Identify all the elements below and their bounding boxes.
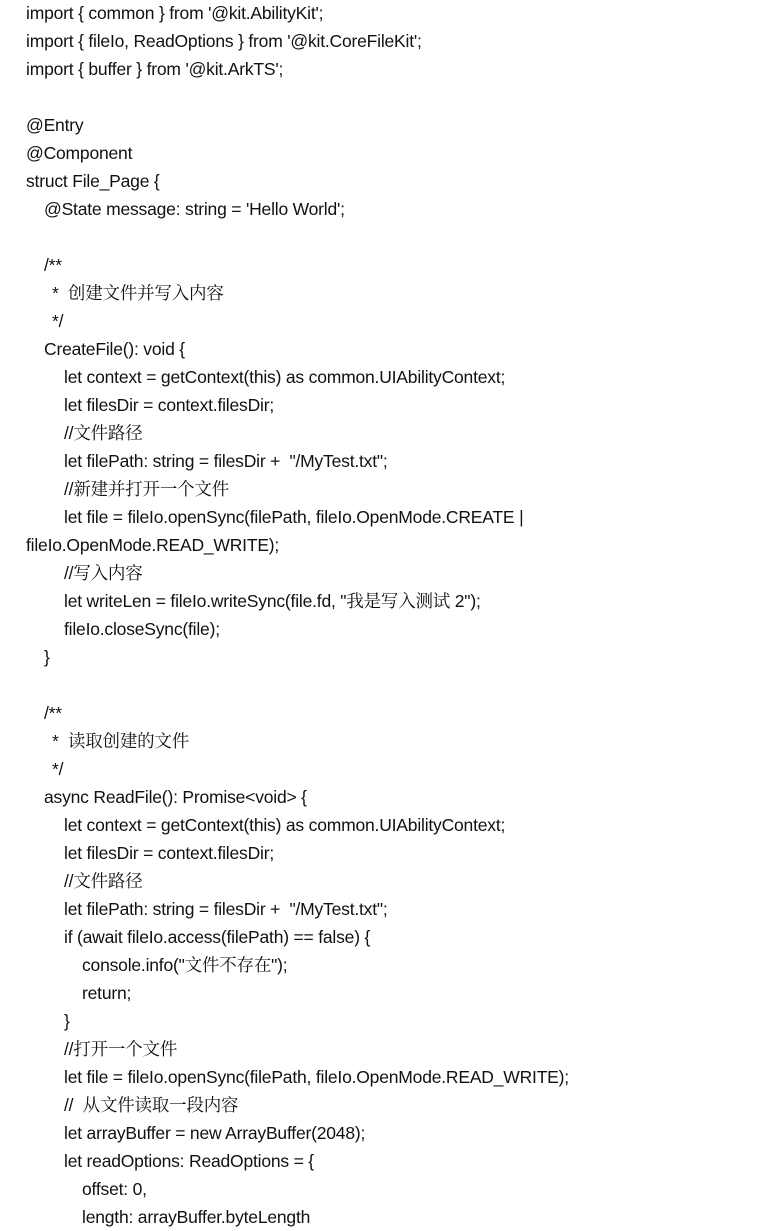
code-line: let arrayBuffer = new ArrayBuffer(2048);	[64, 1123, 366, 1143]
code-line: let filesDir = context.filesDir;	[64, 395, 274, 415]
code-line: let filePath: string = filesDir + "/MyTest.txt";	[64, 899, 388, 919]
code-line: let context = getContext(this) as common.UIAbilityContext;	[64, 367, 506, 387]
code-line: import { fileIo, ReadOptions } from '@kit.CoreFileKit';	[26, 31, 422, 51]
code-line: */	[52, 311, 64, 331]
blank-line	[0, 223, 784, 251]
code-line: //打开一个文件	[64, 1039, 178, 1059]
code-line: let file = fileIo.openSync(filePath, fileIo.OpenMode.READ_WRITE);	[64, 1067, 569, 1087]
code-line: //文件路径	[64, 871, 143, 891]
code-line: length: arrayBuffer.byteLength	[82, 1207, 311, 1227]
code-line: fileIo.OpenMode.READ_WRITE);	[26, 535, 280, 555]
code-line: fileIo.closeSync(file);	[64, 619, 220, 639]
code-line: */	[52, 759, 64, 779]
code-line: CreateFile(): void {	[44, 339, 185, 359]
code-line: import { common } from '@kit.AbilityKit';	[26, 3, 324, 23]
code-line: /**	[44, 255, 62, 275]
code-line: * 创建文件并写入内容	[52, 283, 224, 303]
code-line: @State message: string = 'Hello World';	[44, 199, 345, 219]
code-line: if (await fileIo.access(filePath) == false) {	[64, 927, 371, 947]
code-line: console.info("文件不存在");	[82, 955, 288, 975]
code-line: * 读取创建的文件	[52, 731, 190, 751]
code-line: return;	[82, 983, 132, 1003]
code-line: // 从文件读取一段内容	[64, 1095, 239, 1115]
code-line: let writeLen = fileIo.writeSync(file.fd, "我是写入测试 2");	[64, 591, 481, 611]
code-line: let filePath: string = filesDir + "/MyTest.txt";	[64, 451, 388, 471]
code-line: }	[44, 647, 50, 667]
code-line: let context = getContext(this) as common.UIAbilityContext;	[64, 815, 506, 835]
code-line: @Component	[26, 143, 133, 163]
code-line: offset: 0,	[82, 1179, 147, 1199]
code-line: //新建并打开一个文件	[64, 479, 230, 499]
code-line: async ReadFile(): Promise<void> {	[44, 787, 307, 807]
code-line: /**	[44, 703, 62, 723]
code-line: let file = fileIo.openSync(filePath, fileIo.OpenMode.CREATE |	[64, 507, 524, 527]
blank-line	[0, 671, 784, 699]
code-line: struct File_Page {	[26, 171, 160, 191]
code-line: @Entry	[26, 115, 84, 135]
blank-line	[0, 83, 784, 111]
code-line: import { buffer } from '@kit.ArkTS';	[26, 59, 284, 79]
code-line: //文件路径	[64, 423, 143, 443]
code-line: let readOptions: ReadOptions = {	[64, 1151, 314, 1171]
code-line: let filesDir = context.filesDir;	[64, 843, 274, 863]
code-line: }	[64, 1011, 70, 1031]
code-line: //写入内容	[64, 563, 143, 583]
